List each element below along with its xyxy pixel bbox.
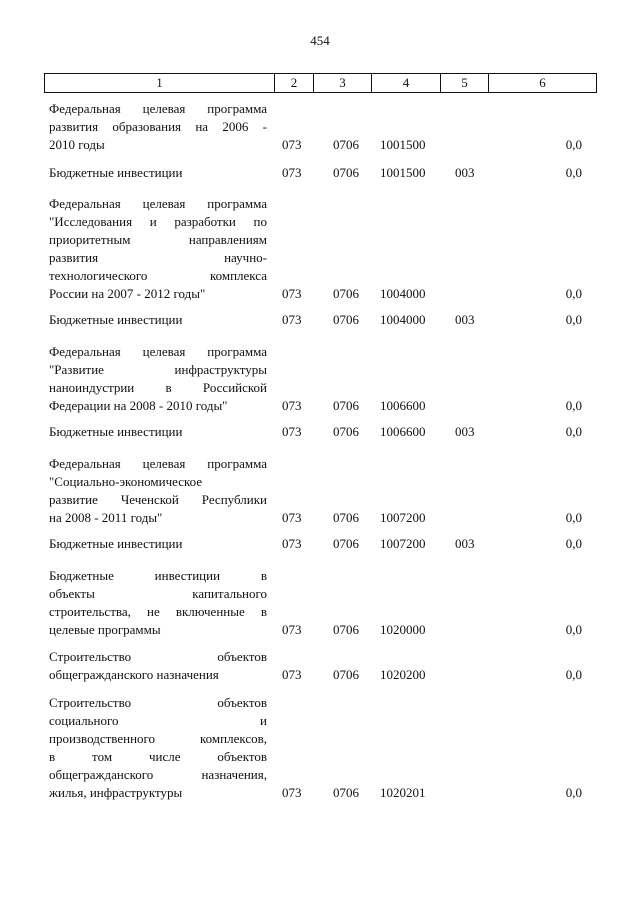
code-expense-type: 003 <box>455 536 475 551</box>
table-row <box>44 648 592 684</box>
code-expense-type: 003 <box>455 312 475 327</box>
page-number: 454 <box>310 33 330 48</box>
description-line: России на 2007 - 2012 годы" <box>49 286 206 301</box>
row-description <box>49 311 267 329</box>
description-line: Бюджетные инвестиции <box>49 424 183 439</box>
header-col-1: 1 <box>45 74 275 93</box>
description-line: в том числе объектов <box>49 749 267 764</box>
row-description <box>49 164 267 182</box>
header-col-5: 5 <box>441 74 489 93</box>
table-row <box>44 311 592 329</box>
code-target: 1004000 <box>380 286 426 301</box>
table-row <box>44 423 592 441</box>
code-section: 0706 <box>333 137 359 152</box>
code-section: 0706 <box>333 785 359 800</box>
description-line: Бюджетные инвестиции <box>49 165 183 180</box>
amount-value: 0,0 <box>565 137 582 152</box>
amount-value: 0,0 <box>565 667 582 682</box>
description-line: развитие Чеченской Республики <box>49 492 267 507</box>
header-col-2: 2 <box>275 74 314 93</box>
code-ministry: 073 <box>282 536 302 551</box>
description-line: Федеральная целевая программа <box>49 456 267 471</box>
table-row <box>44 343 592 415</box>
header-col-6: 6 <box>489 74 597 93</box>
code-ministry: 073 <box>282 785 302 800</box>
table-row <box>44 567 592 639</box>
description-line: производственного комплексов, <box>49 731 267 746</box>
amount-value: 0,0 <box>565 536 582 551</box>
code-ministry: 073 <box>282 137 302 152</box>
code-target: 1020201 <box>380 785 426 800</box>
row-description <box>49 694 267 802</box>
description-line: "Развитие инфраструктуры <box>49 362 267 377</box>
description-line: целевые программы <box>49 622 161 637</box>
code-section: 0706 <box>333 312 359 327</box>
code-target: 1006600 <box>380 424 426 439</box>
description-line: Строительство объектов <box>49 695 267 710</box>
code-ministry: 073 <box>282 286 302 301</box>
table-row <box>44 100 592 154</box>
row-description <box>49 100 267 154</box>
amount-value: 0,0 <box>565 398 582 413</box>
code-expense-type: 003 <box>455 165 475 180</box>
amount-value: 0,0 <box>565 165 582 180</box>
row-description <box>49 648 267 684</box>
code-ministry: 073 <box>282 667 302 682</box>
code-section: 0706 <box>333 622 359 637</box>
code-section: 0706 <box>333 165 359 180</box>
code-target: 1001500 <box>380 165 426 180</box>
amount-value: 0,0 <box>565 312 582 327</box>
description-line: приоритетным направлениям <box>49 232 267 247</box>
description-line: Федерации на 2008 - 2010 годы" <box>49 398 228 413</box>
code-target: 1006600 <box>380 398 426 413</box>
code-target: 1007200 <box>380 536 426 551</box>
description-line: Федеральная целевая программа <box>49 344 267 359</box>
description-line: 2010 годы <box>49 137 105 152</box>
row-description <box>49 567 267 639</box>
description-line: Строительство объектов <box>49 649 267 664</box>
description-line: Бюджетные инвестиции в <box>49 568 267 583</box>
column-header-table <box>44 73 597 93</box>
table-row <box>44 195 592 303</box>
description-line: социального и <box>49 713 267 728</box>
row-description <box>49 455 267 527</box>
amount-value: 0,0 <box>565 286 582 301</box>
row-description <box>49 423 267 441</box>
amount-value: 0,0 <box>565 785 582 800</box>
amount-value: 0,0 <box>565 424 582 439</box>
description-line: Бюджетные инвестиции <box>49 312 183 327</box>
code-section: 0706 <box>333 286 359 301</box>
description-line: общегражданского назначения <box>49 667 219 682</box>
code-ministry: 073 <box>282 424 302 439</box>
row-description <box>49 343 267 415</box>
code-ministry: 073 <box>282 622 302 637</box>
description-line: наноиндустрии в Российской <box>49 380 267 395</box>
amount-value: 0,0 <box>565 622 582 637</box>
description-line: на 2008 - 2011 годы" <box>49 510 163 525</box>
code-section: 0706 <box>333 667 359 682</box>
description-line: объекты капитального <box>49 586 267 601</box>
description-line: развития образования на 2006 - <box>49 119 267 134</box>
header-col-3: 3 <box>314 74 372 93</box>
table-row <box>44 164 592 182</box>
description-line: технологического комплекса <box>49 268 267 283</box>
description-line: "Исследования и разработки по <box>49 214 267 229</box>
code-ministry: 073 <box>282 312 302 327</box>
header-row <box>45 74 597 93</box>
description-line: общегражданского назначения, <box>49 767 267 782</box>
description-line: "Социально-экономическое <box>49 474 203 489</box>
code-expense-type: 003 <box>455 424 475 439</box>
code-target: 1004000 <box>380 312 426 327</box>
code-target: 1020000 <box>380 622 426 637</box>
description-line: строительства, не включенные в <box>49 604 267 619</box>
description-line: развития научно- <box>49 250 267 265</box>
table-row <box>44 694 592 802</box>
amount-value: 0,0 <box>565 510 582 525</box>
code-section: 0706 <box>333 536 359 551</box>
code-target: 1007200 <box>380 510 426 525</box>
code-ministry: 073 <box>282 510 302 525</box>
description-line: жилья, инфраструктуры <box>49 785 183 800</box>
code-ministry: 073 <box>282 165 302 180</box>
row-description <box>49 195 267 303</box>
row-description <box>49 535 267 553</box>
code-section: 0706 <box>333 510 359 525</box>
description-line: Федеральная целевая программа <box>49 101 267 116</box>
description-line: Бюджетные инвестиции <box>49 536 183 551</box>
description-line: Федеральная целевая программа <box>49 196 267 211</box>
code-section: 0706 <box>333 424 359 439</box>
code-target: 1020200 <box>380 667 426 682</box>
table-row <box>44 535 592 553</box>
header-col-4: 4 <box>372 74 441 93</box>
code-target: 1001500 <box>380 137 426 152</box>
code-section: 0706 <box>333 398 359 413</box>
table-row <box>44 455 592 527</box>
code-ministry: 073 <box>282 398 302 413</box>
